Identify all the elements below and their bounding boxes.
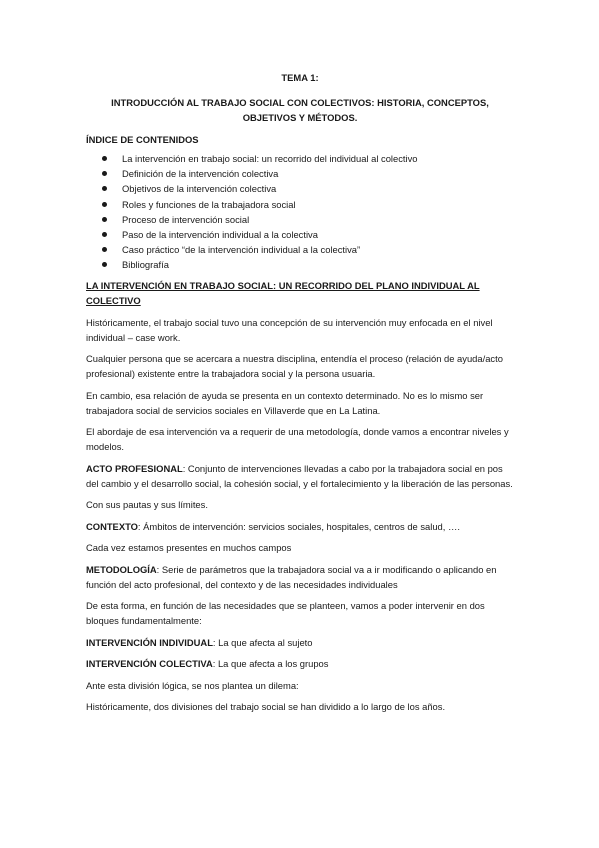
index-item-label: Roles y funciones de la trabajadora social xyxy=(122,198,296,210)
topic-number: TEMA 1: xyxy=(281,72,319,83)
definition-text: : Ámbitos de intervención: servicios sociales, hospitales, centros de salud, …. xyxy=(137,520,460,532)
definition-term: METODOLOGÍA xyxy=(86,563,157,575)
paragraph: En cambio, esa relación de ayuda se presenta en un contexto determinado. No es lo mismo ser trabajadora social de servicios sociales en Villaverde que en La Latina. xyxy=(86,389,484,416)
paragraph: Ante esta división lógica, se nos plantea un dilema: xyxy=(86,679,299,691)
paragraph: Cualquier persona que se acercara a nuestra disciplina, entendía el proceso (relación de ayuda/acto profesional) existente entre la trabajadora social y la persona usuaria. xyxy=(86,353,503,380)
index-item xyxy=(86,197,514,212)
paragraph: Con sus pautas y sus límites. xyxy=(86,499,208,511)
paragraph: Cada vez estamos presentes en muchos campos xyxy=(86,542,292,554)
definition-term: CONTEXTO xyxy=(86,520,138,532)
index-item-label: Caso práctico “de la intervención individual a la colectiva” xyxy=(122,244,361,256)
definition-term: ACTO PROFESIONAL xyxy=(86,462,183,474)
definition-paragraph xyxy=(86,461,514,491)
document-title: INTRODUCCIÓN AL TRABAJO SOCIAL CON COLECTIVOS: HISTORIA, CONCEPTOS, OBJETIVOS Y MÉTODOS. xyxy=(111,97,489,123)
paragraph: Históricamente, el trabajo social tuvo una concepción de su intervención muy enfocada en el nivel individual – case work. xyxy=(86,316,493,343)
definition-term: INTERVENCIÓN INDIVIDUAL xyxy=(86,636,213,648)
definition-paragraph xyxy=(86,519,514,534)
paragraph: Históricamente, dos divisiones del trabajo social se han dividido a lo largo de los años. xyxy=(86,701,446,713)
bullet-icon xyxy=(102,171,107,176)
definition-term: INTERVENCIÓN COLECTIVA xyxy=(86,658,213,670)
index-item-label: Paso de la intervención individual a la colectiva xyxy=(122,229,318,241)
index-item xyxy=(86,151,514,166)
bullet-icon xyxy=(102,156,107,161)
definition-text: : La que afecta a los grupos xyxy=(212,658,329,670)
document-content xyxy=(86,70,514,721)
index-heading: ÍNDICE DE CONTENIDOS xyxy=(86,134,199,145)
index-item xyxy=(86,166,514,181)
bullet-icon xyxy=(102,232,107,237)
definition-text: : Serie de parámetros que la trabajadora social va a ir modificando o aplicando en función del acto profesional, del contexto y de las necesidades individuales xyxy=(86,563,497,590)
definition-text: : La que afecta al sujeto xyxy=(212,636,313,648)
definition-paragraph xyxy=(86,562,514,592)
index-item-label: Bibliografía xyxy=(122,259,169,271)
bullet-icon xyxy=(102,217,107,222)
index-item xyxy=(86,242,514,257)
index-item xyxy=(86,257,514,272)
index-item xyxy=(86,181,514,196)
bullet-icon xyxy=(102,202,107,207)
bullet-icon xyxy=(102,186,107,191)
section-heading: LA INTERVENCIÓN EN TRABAJO SOCIAL: UN RECORRIDO DEL PLANO INDIVIDUAL AL COLECTIVO xyxy=(86,279,480,306)
definition-paragraph xyxy=(86,635,514,650)
index-item xyxy=(86,212,514,227)
index-item-label: Definición de la intervención colectiva xyxy=(122,168,279,180)
index-item-label: La intervención en trabajo social: un recorrido del individual al colectivo xyxy=(122,153,418,164)
index-item xyxy=(86,227,514,242)
index-list xyxy=(86,151,514,273)
paragraph: De esta forma, en función de las necesidades que se planteen, vamos a poder intervenir en dos bloques fundamentalmente: xyxy=(86,600,485,627)
index-item-label: Objetivos de la intervención colectiva xyxy=(122,183,277,195)
bullet-icon xyxy=(102,247,107,252)
paragraph: El abordaje de esa intervención va a requerir de una metodología, donde vamos a encontrar niveles y modelos. xyxy=(86,426,509,453)
bullet-icon xyxy=(102,262,107,267)
definition-paragraph xyxy=(86,656,514,671)
definition-text: : Conjunto de intervenciones llevadas a cabo por la trabajadora social en pos del cambio y el desarrollo social, la cohesión social, y el fortalecimiento y la liberación de las personas. xyxy=(86,462,513,489)
index-item-label: Proceso de intervención social xyxy=(122,213,250,225)
